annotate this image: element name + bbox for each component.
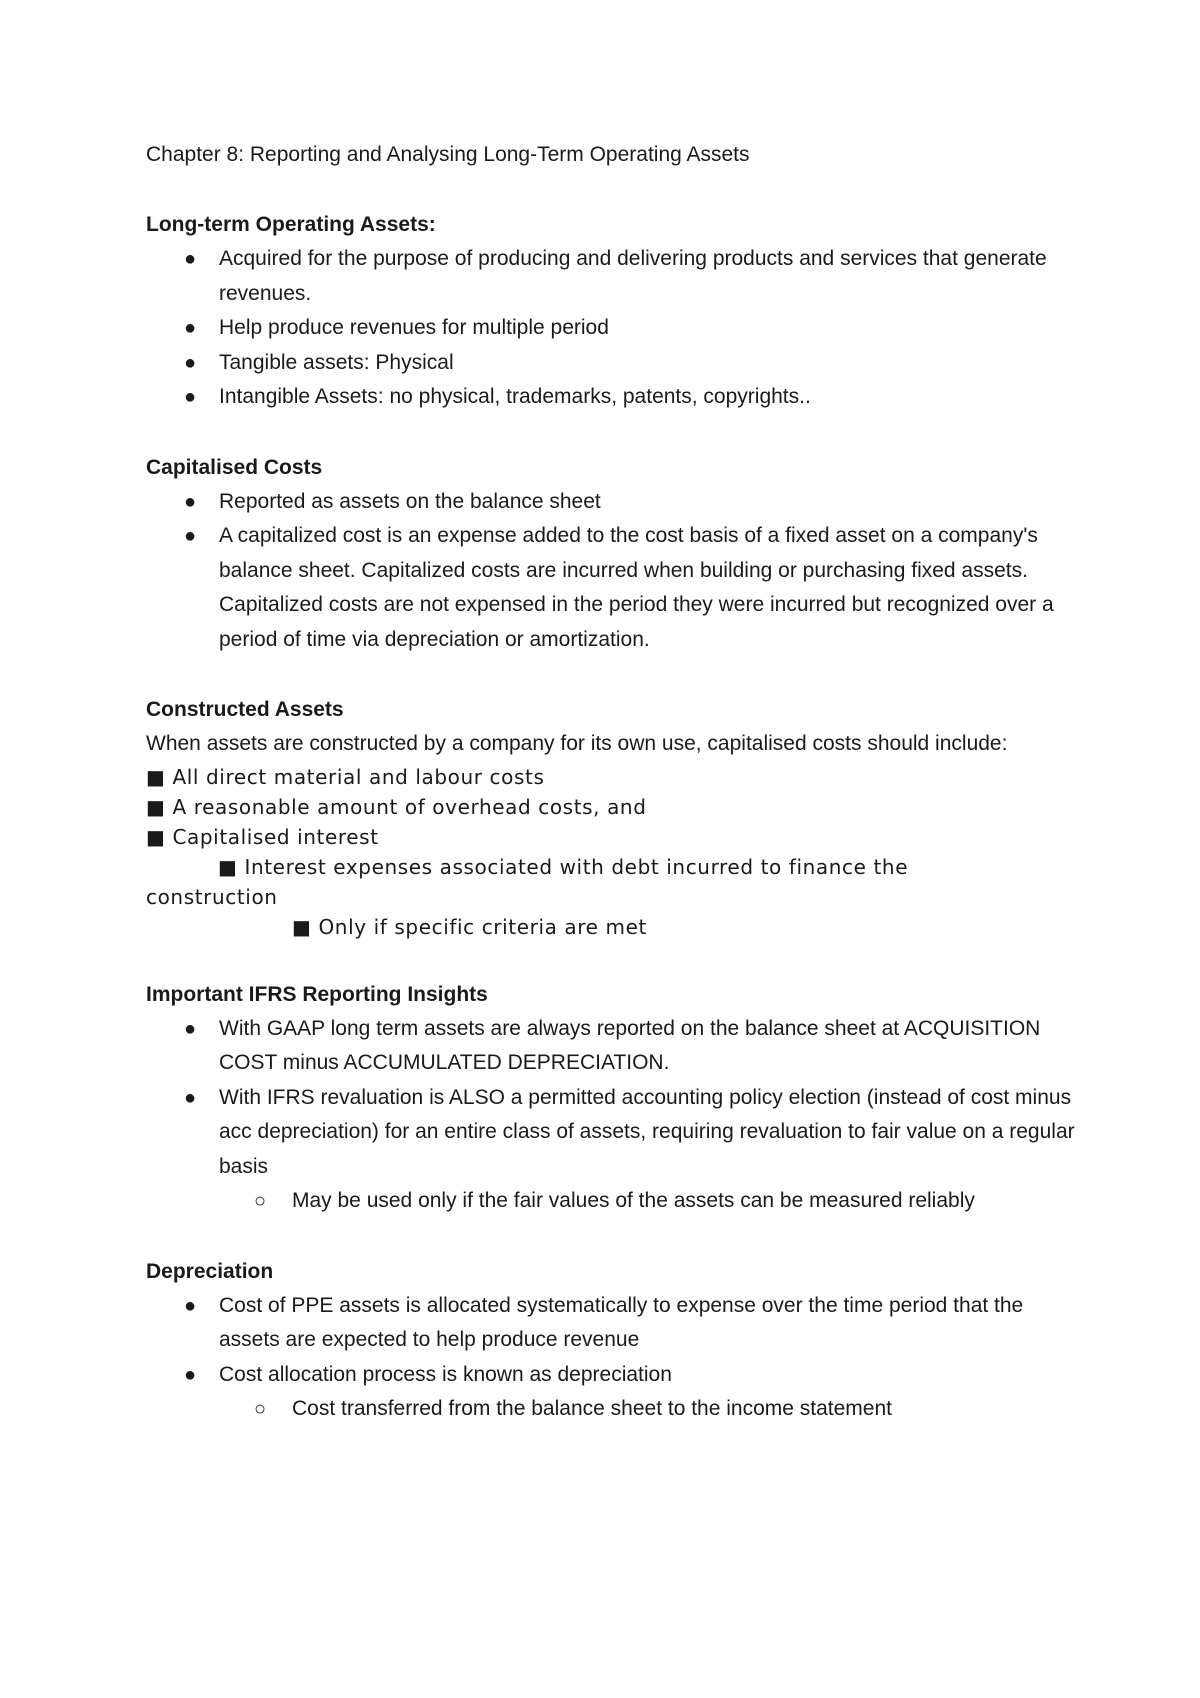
section-constructed-assets [146, 693, 1086, 942]
square-subitem-continuation: construction [146, 884, 278, 909]
bullet-circle-icon: ○ [254, 1190, 267, 1212]
bullet-item: ● Help produce revenues for multiple period [146, 311, 1086, 346]
square-subitem: ■ Interest expenses associated with debt incurred to finance the [218, 854, 909, 879]
bullet-item: ● A capitalized cost is an expense added to the cost basis of a fixed asset on a company's balance sheet. Capitalized costs are incurred when building or purchasing fixed assets. Capitalized costs are not expensed in the period they were incurred but recognized over a period of time via depreciation or amortization. [146, 519, 1086, 657]
section-capitalised-costs [146, 451, 1086, 658]
square-subsubitem: ■ Only if specific criteria are met [292, 914, 647, 939]
bullet-dot-icon: ● [184, 1086, 197, 1109]
bullet-item: ● Reported as assets on the balance sheet [146, 485, 1086, 520]
section-heading: Long-term Operating Assets: [146, 213, 436, 236]
bullet-item: ● Intangible Assets: no physical, trademarks, patents, copyrights.. [146, 380, 1086, 415]
square-item: ■ A reasonable amount of overhead costs, and [146, 794, 647, 819]
section-heading: Constructed Assets [146, 698, 344, 721]
bullet-dot-icon: ● [184, 386, 197, 408]
square-item: ■ All direct material and labour costs [146, 764, 545, 789]
document-page [146, 138, 1086, 1463]
bullet-circle-icon: ○ [254, 1398, 267, 1420]
bullet-item: ● With IFRS revaluation is ALSO a permitted accounting policy election (instead of cost minus acc depreciation) for an entire class of assets, requiring revaluation to fair value on a regular basis [146, 1081, 1086, 1185]
bullet-item: ● With GAAP long term assets are always reported on the balance sheet at ACQUISITION COST minus ACCUMULATED DEPRECIATION. [146, 1012, 1086, 1081]
bullet-dot-icon: ● [184, 351, 197, 374]
document-title: Chapter 8: Reporting and Analysing Long-Term Operating Assets [146, 143, 750, 166]
bullet-item: ● Acquired for the purpose of producing and delivering products and services that generate revenues. [146, 242, 1086, 311]
bullet-dot-icon: ● [184, 1017, 197, 1040]
bullet-dot-icon: ● [184, 525, 197, 547]
bullet-dot-icon: ● [184, 490, 197, 513]
bullet-item: ● Cost allocation process is known as depreciation [146, 1358, 1086, 1393]
section-long-term-assets [146, 208, 1086, 415]
bullet-dot-icon: ● [184, 1363, 197, 1386]
sub-bullet-item: ○ Cost transferred from the balance sheet to the income statement [146, 1392, 1086, 1427]
section-intro: When assets are constructed by a company for its own use, capitalised costs should include: [146, 732, 1008, 755]
bullet-dot-icon: ● [184, 317, 197, 339]
bullet-dot-icon: ● [184, 248, 197, 270]
section-heading: Important IFRS Reporting Insights [146, 982, 488, 1006]
square-item: ■ Capitalised interest [146, 824, 379, 849]
section-heading: Capitalised Costs [146, 455, 323, 479]
section-heading: Depreciation [146, 1259, 274, 1283]
section-ifrs-insights [146, 978, 1086, 1219]
bullet-item: ● Tangible assets: Physical [146, 346, 1086, 381]
sub-bullet-item: ○ May be used only if the fair values of the assets can be measured reliably [146, 1184, 1086, 1219]
section-depreciation [146, 1255, 1086, 1427]
bullet-dot-icon: ● [184, 1294, 197, 1317]
bullet-item: ● Cost of PPE assets is allocated systematically to expense over the time period that the assets are expected to help produce revenue [146, 1289, 1086, 1358]
